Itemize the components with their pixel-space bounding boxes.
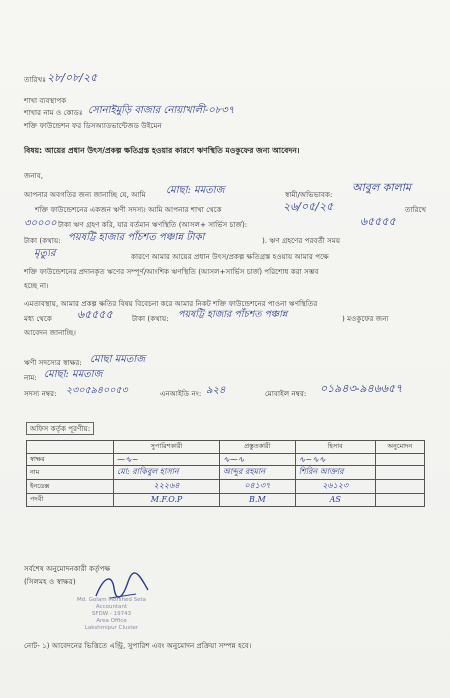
row-label: পদবী <box>27 494 114 507</box>
row-label: ইনডেক্স <box>27 480 114 494</box>
table-cell: শিরিন আক্তার <box>295 466 375 480</box>
body-text: টাকা (কথায়: <box>24 236 61 245</box>
nid-number: ৯২৪ <box>206 385 226 396</box>
body-text: ). ঋণ গ্রহণের পরবর্তী সময় <box>262 236 341 245</box>
branch-value: সোনাইমুড়ি বাজার নোয়াখালী-০৮৩৭ <box>88 105 235 116</box>
table-row <box>27 480 425 494</box>
table-cell <box>375 466 424 480</box>
body-text: হচ্ছে না। <box>24 281 49 290</box>
nid-label: এনআইডি নং: <box>160 389 202 398</box>
borrower-signature-label: ঋণী সদস্যের স্বাক্ষর: <box>24 358 82 367</box>
row-label: স্বাক্ষর <box>27 453 114 466</box>
signature-cell: ∿~∿∿ <box>295 453 375 466</box>
table-cell: মো: রাকিবুল হাসান <box>114 466 220 480</box>
body-text: শক্তি ফাউন্ডেশনের একজন ঋণী সদস্য। আমি আপনার শাখা থেকে <box>35 205 222 214</box>
table-cell <box>375 453 424 466</box>
subject-line: বিষয়: আয়ের প্রধান উৎস/প্রকল্প ক্ষতিগ্রস্ত হওয়ার কারণে ঋণস্থিতি মওকুফের জন্য আবেদন। <box>24 146 300 155</box>
body-text: আবেদন জানাচ্ছি। <box>24 328 76 337</box>
stamp-line: Lakshmipur Cluster <box>84 625 139 631</box>
table-cell <box>27 441 114 454</box>
body-text: মধ্য থেকে <box>24 314 52 323</box>
table-cell: আব্দুর রহমান <box>220 466 296 480</box>
salutation: জনাব, <box>24 171 44 180</box>
table-header: হিসাব <box>295 441 375 454</box>
table-header: প্রস্তুতকারী <box>220 441 296 454</box>
stamp-line: SFDW - 19743 <box>91 611 132 617</box>
table-header: সুপারিশকারী <box>114 441 220 454</box>
borrower-name: মোছা: মমতাজ <box>44 369 103 380</box>
row-label: নাম <box>27 466 114 480</box>
date-value: ২৮/০৮/২৫ <box>47 71 98 84</box>
waiver-amount-handwritten: ৬৫৫৫৫ <box>77 308 113 321</box>
date-label: তারিখঃ <box>24 75 47 84</box>
body-text: কারণে আমার আয়ের প্রধান উৎস/প্রকল্প ক্ষতিগ্রস্ত হওয়ায় আমার পক্ষে <box>131 252 329 261</box>
addressee-line: শাখা ব্যবস্থাপক <box>24 96 67 105</box>
husband-name-handwritten: আবুল কালাম <box>352 181 412 194</box>
member-name-handwritten: মোছা: মমতাজ <box>166 185 225 196</box>
table-cell: B.M <box>220 494 296 507</box>
table-header: অনুমোদন <box>375 441 424 454</box>
mobile-number: ০১৯৪৩-৯৪৬৬৫৭ <box>320 382 403 395</box>
loan-amount-handwritten: ৩০০০০ <box>24 218 57 229</box>
final-authority-label: সর্বশেষ অনুমোদনকারী কর্তৃপক্ষ <box>24 564 111 573</box>
official-stamp <box>64 597 159 637</box>
signature-cell: ⁓∿~ <box>114 453 220 466</box>
member-number: ২৩০৫৯৪০০৫৩ <box>66 385 128 396</box>
body-text: আপনার অবগতির জন্য জানাচ্ছি যে, আমি <box>24 190 146 199</box>
office-use-label: অফিস কর্তৃক পূরণীয়: <box>26 422 94 435</box>
waiver-words-handwritten: পয়ষট্টি হাজার পাঁচশত পঞ্চান্ন <box>178 309 288 320</box>
member-number-label: সদস্য নম্বর: <box>24 389 57 398</box>
body-text: ) মওকুফের জন্য <box>342 314 389 323</box>
cause-handwritten: মৃত্যুর <box>34 248 56 259</box>
table-row <box>27 466 425 480</box>
balance-words-handwritten: পয়ষট্টি হাজার পাঁচশত পঞ্চান্ন টাকা <box>68 232 205 243</box>
table-cell <box>375 480 424 494</box>
table-cell: ২৬১২৩ <box>295 480 375 494</box>
approval-table <box>26 440 425 507</box>
body-text: স্বামী/অভিভাবক: <box>285 190 333 199</box>
footer-note: নোট- ১) আবেদনের ভিত্তিতে এন্ট্রি, সুপারিশ এবং অনুমোদন প্রক্রিয়া সম্পন্ন হবে। <box>24 641 252 650</box>
table-cell: ০৪১৩৭ <box>220 480 296 494</box>
body-text: টাকা ঋণ গ্রহণ করি, যার বর্তমান ঋণস্থিতি (আসল+ সার্ভিস চার্জ): <box>58 220 248 229</box>
table-row <box>27 453 425 466</box>
organization-line: শক্তি ফাউন্ডেশন ফর ডিসঅ্যাডভান্টেজড উইমেন <box>24 121 162 130</box>
borrower-signature: মোছা মমতাজ <box>90 354 146 365</box>
borrower-name-label: নাম: <box>24 373 37 382</box>
balance-handwritten: ৬৫৫৫৫ <box>360 215 396 228</box>
signature-cell: ∿⁓∿ <box>220 453 296 466</box>
branch-label: শাখার নাম ও কোডঃ <box>24 108 83 117</box>
seal-signature-label: (সিলমহ ও স্বাক্ষর) <box>24 577 76 586</box>
body-text: তারিখে <box>405 205 427 214</box>
stamp-line: Accountant <box>95 604 128 610</box>
body-text: টাকা (কথায়: <box>132 314 169 323</box>
table-cell: ২২২৬৪ <box>114 480 220 494</box>
table-row <box>27 494 425 507</box>
body-text: এমতাবস্থায়, আমার প্রকল্প ক্ষতির বিষয় বিবেচনা করে আমার নিকট শক্তি ফাউন্ডেশনের পাওনা ঋণস্থিতির <box>24 299 318 308</box>
table-header-row <box>27 441 425 454</box>
loan-date-handwritten: ২৬/০৫/২৫ <box>283 200 334 213</box>
body-text: শক্তি ফাউন্ডেশনের প্রদানকৃত ঋণের সম্পূর্ণ/আংশিক ঋণস্থিতি (আসল+সার্ভিস চার্জ) পরিশোধ করা সম্ভব <box>24 267 319 276</box>
mobile-label: মোবাইল নম্বর: <box>265 389 307 398</box>
stamp-line: Area Office <box>96 618 127 624</box>
table-cell <box>375 494 424 507</box>
stamp-line: Md. Golam Morshed Seta <box>76 597 147 603</box>
table-cell: M.F.O.P <box>114 494 220 507</box>
table-cell: AS <box>295 494 375 507</box>
